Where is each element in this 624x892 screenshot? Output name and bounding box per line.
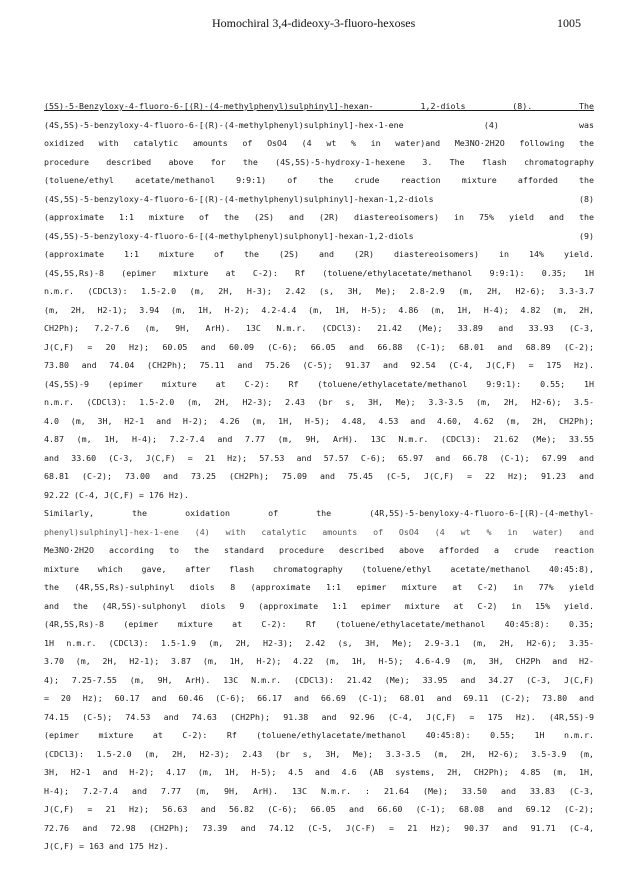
page-number: 1005 — [557, 16, 581, 30]
experimental-section — [44, 97, 594, 856]
text-line: J(C,F) = 20 Hz); 60.05 and 60.09 (C-6); 66.05 and 66.88 (C-1); 68.01 and 68.89 (C-2); — [44, 341, 594, 352]
text-line: n.m.r. (CDCl3): 1.5-2.0 (m, 2H, H-3); 2.42 (s, 3H, Me); 2.8-2.9 (m, 2H, H2-6); 3.3-3.7 — [44, 286, 594, 296]
text-line: 3.70 (m, 2H, H2-1); 3.87 (m, 1H, H-2); 4.22 (m, 1H, H-5); 4.6-4.9 (m, 3H, CH2Ph and H2- — [44, 656, 594, 666]
running-title: Homochiral 3,4-dideoxy-3-fluoro-hexoses — [212, 16, 416, 30]
section-heading-line: (5S)-5-Benzyloxy-4-fluoro-6-[(R)-(4-methylphenyl)sulphinyl]-hexan- 1,2-diols (8). The — [44, 101, 594, 111]
text-line: (4S,5S)-9 (epimer mixture at C-2): Rf (toluene/ethylacetate/methanol 9:9:1): 0.55; 1H — [44, 378, 594, 389]
text-line: oxidized with catalytic amounts of OsO4 (4 wt % in water)and Me3NO·2H2O following the — [44, 138, 594, 148]
text-line: 73.80 and 74.04 (CH2Ph); 75.11 and 75.26 (C-5); 91.37 and 92.54 (C-4, J(C,F) = 175 Hz). — [44, 360, 594, 370]
text-line: (CDCl3): 1.5-2.0 (m, 2H, H2-3); 2.43 (br s, 3H, Me); 3.3-3.5 (m, 2H, H2-6); 3.5-3.9 (m, — [44, 748, 594, 759]
text-line: (4S,5S)-5-benzyloxy-4-fluoro-6-[(4-methylphenyl)sulphonyl]-hexan-1,2-diols (9) — [44, 230, 594, 241]
text-line: (approximate 1:1 mixture of the (2S) and (2R) diastereoisomers) in 75% yield and the — [44, 212, 594, 222]
text-line: J(C,F) = 163 and 175 Hz). — [44, 841, 169, 851]
text-line: Similarly, the oxidation of the (4R,5S)-5-benyloxy-4-fluoro-6-[(R)-(4-methyl- — [44, 508, 594, 518]
text-line: 74.15 (C-5); 74.53 and 74.63 (CH2Ph); 91.38 and 92.96 (C-4, J(C,F) = 175 Hz). (4R,5S)-9 — [44, 711, 594, 722]
text-line: 72.76 and 72.98 (CH2Ph); 73.39 and 74.12 (C-5, J(C-F) = 21 Hz); 90.37 and 91.71 (C-4, — [44, 822, 594, 833]
text-line: Me3NO·2H2O according to the standard procedure described above afforded a crude reaction — [44, 545, 594, 555]
text-line: the (4R,5S,Rs)-sulphinyl diols 8 (approximate 1:1 epimer mixture at C-2) in 77% yield — [44, 582, 594, 592]
text-line: (m, 2H, H2-1); 3.94 (m, 1H, H-2); 4.2-4.4 (m, 1H, H-5); 4.86 (m, 1H, H-4); 4.82 (m, 2H, — [44, 304, 594, 315]
text-line: (4S,5S)-5-benzyloxy-4-fluoro-6-[(R)-(4-methylphenyl)sulphinyl]-hexan-1,2-diols (8) — [44, 193, 594, 204]
text-line: 4.87 (m, 1H, H-4); 7.2-7.4 and 7.77 (m, 9H, ArH). 13C N.m.r. (CDCl3): 21.62 (Me); 33.55 — [44, 434, 594, 444]
text-line: (toluene/ethyl acetate/methanol 9:9:1) of the crude reaction mixture afforded the — [44, 175, 594, 185]
running-header — [0, 16, 624, 32]
text-line: H-4); 7.2-7.4 and 7.77 (m, 9H, ArH). 13C N.m.r. : 21.64 (Me); 33.50 and 33.83 (C-3, — [44, 785, 594, 796]
text-line: phenyl)sulphinyl]-hex-1-ene (4) with catalytic amounts of OsO4 (4 wt % in water) and — [44, 526, 594, 537]
text-line: procedure described above for the (4S,5S)-5-hydroxy-1-hexene 3. The flash chromatography — [44, 156, 594, 167]
text-line: and the (4R,5S)-sulphonyl diols 9 (approximate 1:1 epimer mixture at C-2) in 15% yield. — [44, 600, 594, 611]
text-line: (epimer mixture at C-2): Rf (toluene/ethylacetate/methanol 40:45:8): 0.55; 1H n.m.r. — [44, 730, 594, 740]
text-line: J(C,F) = 21 Hz); 56.63 and 56.82 (C-6); 66.05 and 66.60 (C-1); 68.08 and 69.12 (C-2); — [44, 804, 594, 814]
text-line: (4R,5S,Rs)-8 (epimer mixture at C-2): Rf (toluene/ethylacetate/methanol 40:45:8): 0.35; — [44, 619, 594, 629]
text-line: (4S,5S,Rs)-8 (epimer mixture at C-2): Rf (toluene/ethylacetate/methanol 9:9:1): 0.35; 1H — [44, 267, 594, 278]
text-line: 68.81 (C-2); 73.00 and 73.25 (CH2Ph); 75.09 and 75.45 (C-5, J(C,F) = 22 Hz); 91.23 and — [44, 471, 594, 481]
text-line: CH2Ph); 7.2-7.6 (m, 9H, ArH). 13C N.m.r. (CDCl3): 21.42 (Me); 33.89 and 33.93 (C-3, — [44, 323, 594, 333]
text-line: (approximate 1:1 mixture of the (2S) and (2R) diastereoisomers) in 14% yield. — [44, 249, 594, 259]
text-line: and 33.60 (C-3, J(C,F) = 21 Hz); 57.53 and 57.57 C-6); 65.97 and 66.78 (C-1); 67.99 and — [44, 452, 594, 463]
text-line: 1H n.m.r. (CDCl3): 1.5-1.9 (m, 2H, H2-3); 2.42 (s, 3H, Me); 2.9-3.1 (m, 2H, H2-6); 3.35- — [44, 637, 594, 648]
text-line: = 20 Hz); 60.17 and 60.46 (C-6); 66.17 and 66.69 (C-1); 68.01 and 69.11 (C-2); 73.80 and — [44, 693, 594, 703]
text-line: n.m.r. (CDCl3): 1.5-2.0 (m, 2H, H2-3); 2.43 (br s, 3H, Me); 3.3-3.5 (m, 2H, H2-6); 3.5- — [44, 397, 594, 407]
text-line: 4); 7.25-7.55 (m, 9H, ArH). 13C N.m.r. (CDCl3): 21.42 (Me); 33.95 and 34.27 (C-3, J(C,F) — [44, 674, 594, 685]
text-line: mixture which gave, after flash chromatography (toluene/ethyl acetate/methanol 40:45:8), — [44, 563, 594, 574]
text-line: 92.22 (C-4, J(C,F) = 176 Hz). — [44, 489, 189, 500]
text-line: 4.0 (m, 3H, H2-1 and H-2); 4.26 (m, 1H, H-5); 4.48, 4.53 and 4.60, 4.62 (m, 2H, CH2Ph); — [44, 415, 594, 426]
text-line: (4S,5S)-5-benzyloxy-4-fluoro-6-[(R)-(4-methylphenyl)sulphinyl]-hex-1-ene (4) was — [44, 119, 594, 130]
text-line: 3H, H2-1 and H-2); 4.17 (m, 1H, H-5); 4.5 and 4.6 (AB systems, 2H, CH2Ph); 4.85 (m, 1H, — [44, 767, 594, 777]
